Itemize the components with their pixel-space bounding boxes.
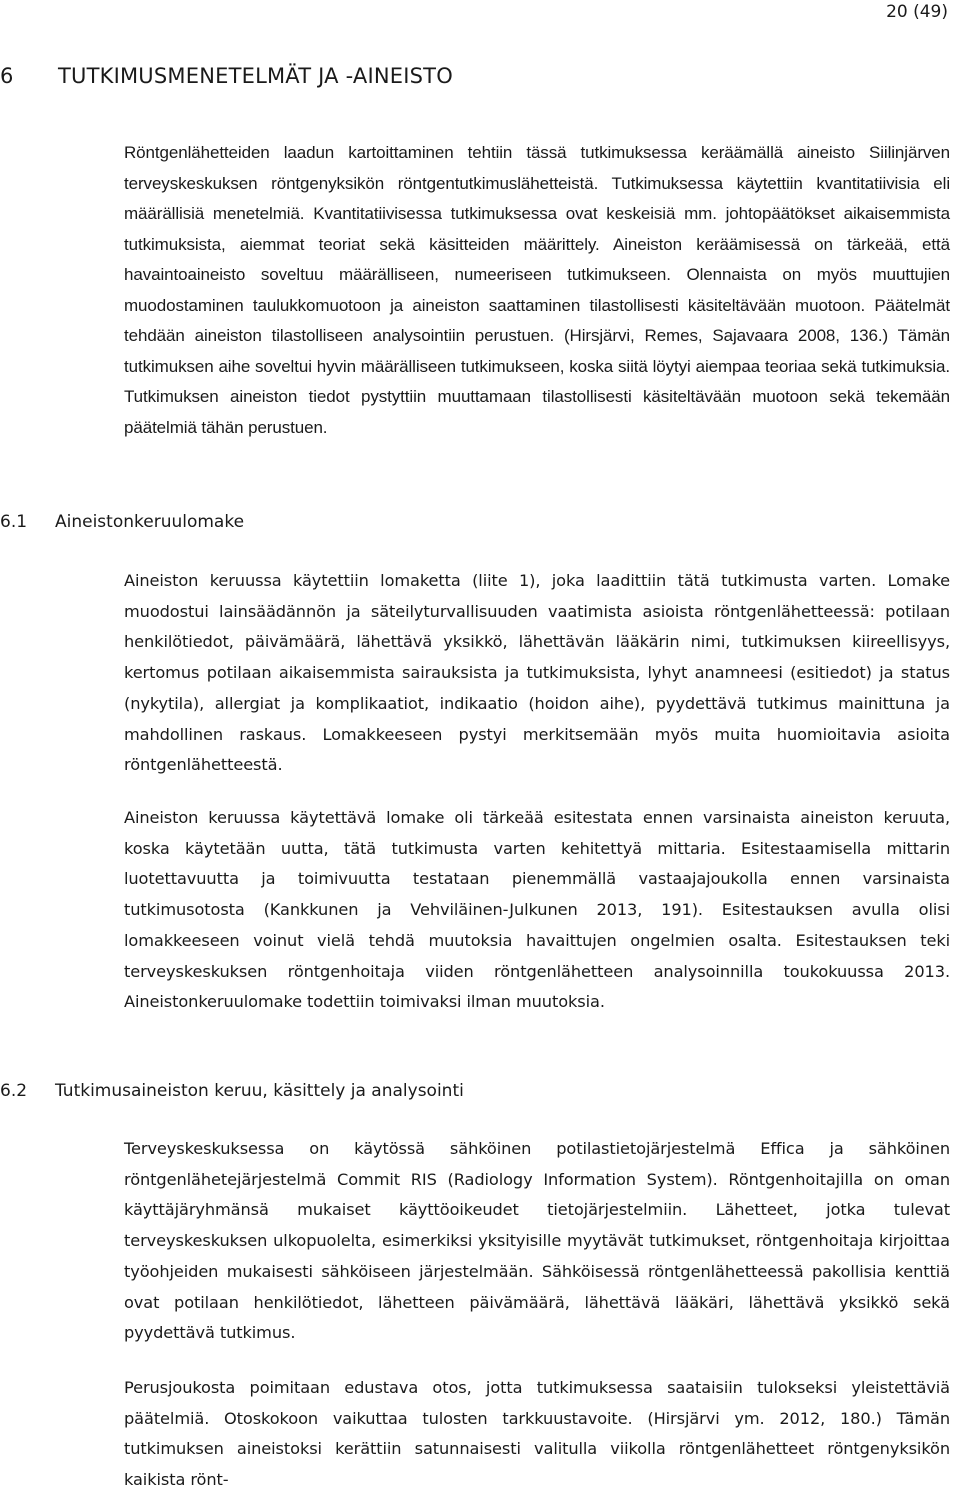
section-6-2-paragraph-1: Terveyskeskuksessa on käytössä sähköinen potilastietojärjestelmä Effica ja sähköinen röntgenlähetejärjestelmä Commit RIS (Radiology Information System). Röntgenhoitajilla on oman käyttäjäryhmänsä mukaiset käyttöoikeudet tietojärjestelmiin. Lähetteet, jotka tulevat terveyskeskuksen ulkopuolelta, esimerkiksi yksityisille myytävät tutkimukset, röntgenhoitaja kirjoittaa työohjeiden mukaisesti sähköiseen järjestelmään. Sähköisessä röntgenlähetteessä pakollisia kenttiä ovat potilaan henkilötiedot, lähetteen päivämäärä, lähettävä lääkäri, lähettävä yksikkö sekä pyydettävä tutkimus. [124,1139,950,1343]
chapter-number: 6 [0,64,14,88]
section-6-2-paragraph-2: Perusjoukosta poimitaan edustava otos, jotta tutkimuksessa saataisiin tulokseksi yleistettäviä päätelmiä. Otoskokoon vaikuttaa tulosten tarkkuustavoite. (Hirsjärvi ym. 2012, 180.) Tämän tutkimuksen aineistoksi kerättiin satunnaisesti valitulla viikolla röntgenlähetteet röntgenyksikön kaikista rönt- [124,1378,950,1490]
section-title: Aineistonkeruulomake [55,512,245,532]
section-title: Tutkimusaineiston keruu, käsittely ja analysointi [55,1081,464,1101]
section-number: 6.2 [0,1081,28,1101]
intro-paragraph: Röntgenlähetteiden laadun kartoittaminen tehtiin tässä tutkimuksessa keräämällä aineisto Siilinjärven terveyskeskuksen röntgenyksikön röntgentutkimuslähetteistä. Tutkimuksessa käytettiin kvantitatiivisia eli määrällisiä menetelmiä. Kvantitatiivisessa tutkimuksessa ovat keskeisiä mm. johtopäätökset aikaisemmista tutkimuksista, aiemmat teoriat sekä käsitteiden määrittely. Aineiston keräämisessä on tärkeää, että havaintoaineisto soveltuu määrälliseen, numeeriseen tutkimukseen. Olennaista on myös muuttujien muodostaminen taulukkomuotoon ja aineiston saattaminen tilastollisesti käsiteltävään muotoon. Päätelmät tehdään aineiston tilastolliseen analysointiin perustuen. (Hirsjärvi, Remes, Sajavaara 2008, 136.) Tämän tutkimuksen aihe soveltui hyvin määrälliseen tutkimukseen, koska siitä löytyi aiempaa teoriaa sekä tutkimuksia. Tutkimuksen aineiston tiedot pystyttiin muuttamaan tilastollisesti käsiteltävään muotoon sekä tekemään päätelmiä tähän perustuen. [124,143,950,437]
chapter-heading [0,64,453,88]
section-heading-6-1 [0,512,244,532]
section-6-1-paragraph-2: Aineiston keruussa käytettävä lomake oli tärkeää esitestata ennen varsinaista aineiston keruuta, koska käytetään uutta, tätä tutkimusta varten kehitettyä mittaria. Esitestaamisella mittarin luotettavuutta ja toimivuutta testataan pienemmällä vastaajajoukolla ennen varsinaista tutkimusotosta (Kankkunen ja Vehviläinen-Julkunen 2013, 191). Esitestauksen avulla olisi lomakkeeseen voinut vielä tehdä muutoksia havaittujen ongelmien osalta. Esitestauksen teki terveyskeskuksen röntgenhoitaja viiden röntgenlähetteen analysoinnilla toukokuussa 2013. Aineistonkeruulomake todettiin toimivaksi ilman muutoksia. [124,808,950,1012]
section-6-1-paragraph-1: Aineiston keruussa käytettiin lomaketta (liite 1), joka laadittiin tätä tutkimusta varten. Lomake muodostui lainsäädännön ja säteilyturvallisuuden vaatimista asioista röntgenlähetteessä: potilaan henkilötiedot, päivämäärä, lähettävä yksikkö, lähettävän lääkärin nimi, tutkimuksen kiireellisyys, kertomus potilaan aikaisemmista sairauksista ja tutkimuksista, lyhyt anamneesi (esitiedot) ja status (nykytila), allergiat ja komplikaatiot, indikaatio (hoidon aihe), pyydettävä tutkimus mainittuna ja mahdollinen raskaus. Lomakkeeseen pystyi merkitsemään myös muita huomioitavia asioita röntgenlähetteestä. [124,571,950,775]
chapter-title: TUTKIMUSMENETELMÄT JA -AINEISTO [58,64,453,88]
section-number: 6.1 [0,512,28,532]
section-heading-6-2 [0,1081,464,1101]
page-number: 20 (49) [886,2,948,22]
